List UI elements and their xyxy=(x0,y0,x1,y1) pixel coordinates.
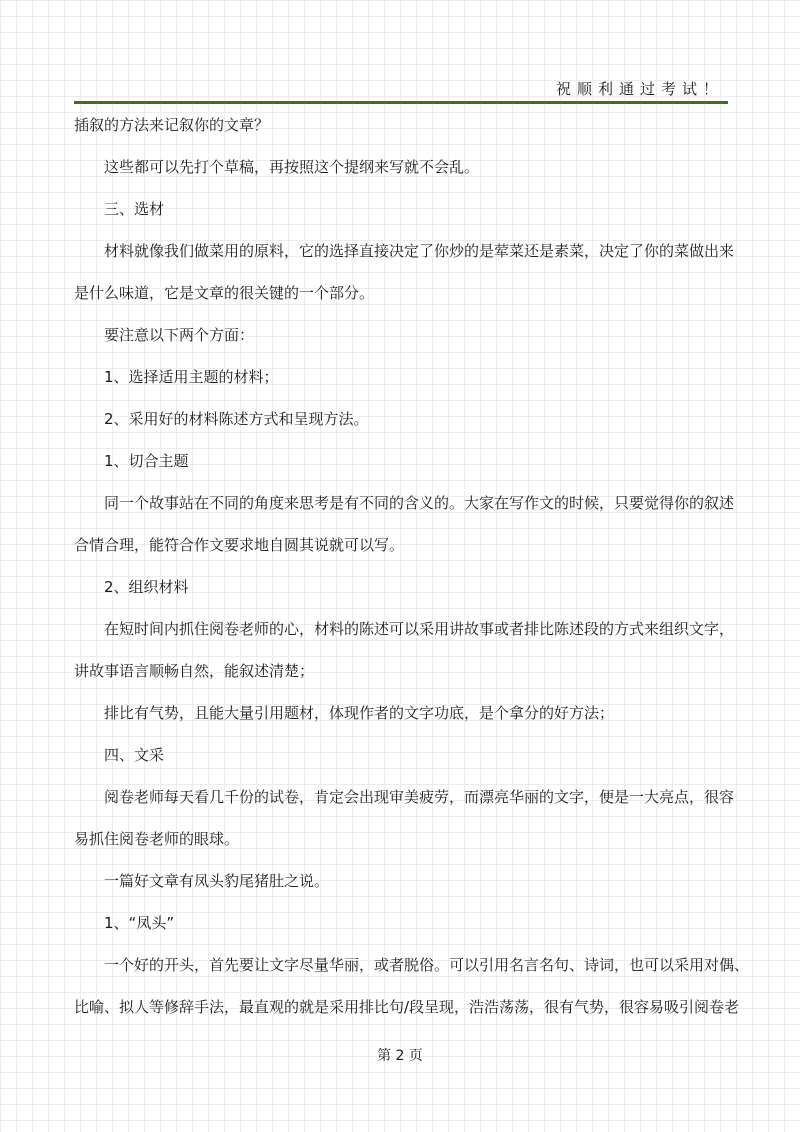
paragraph: 材料就像我们做菜用的原料，它的选择直接决定了你炒的是荤菜还是素菜，决定了你的菜做出来 xyxy=(104,242,735,260)
subsection-heading: 1、“凤头” xyxy=(104,914,175,932)
paragraph: 同一个故事站在不同的角度来思考是有不同的含义的。大家在写作文的时候，只要觉得你的叙述 xyxy=(104,494,735,512)
paragraph: 比喻、拟人等修辞手法，最直观的就是采用排比句/段呈现，浩浩荡荡，很有气势，很容易吸引阅卷老 xyxy=(74,998,740,1016)
list-item: 1、选择适用主题的材料； xyxy=(104,368,279,386)
paragraph: 要注意以下两个方面： xyxy=(104,326,255,344)
paragraph: 这些都可以先打个草稿，再按照这个提纲来写就不会乱。 xyxy=(104,158,480,176)
section-heading: 四、文采 xyxy=(104,746,165,764)
paragraph: 一个好的开头，首先要让文字尽量华丽，或者脱俗。可以引用名言名句、诗词，也可以采用对偶、 xyxy=(104,956,750,974)
paragraph: 在短时间内抓住阅卷老师的心，材料的陈述可以采用讲故事或者排比陈述段的方式来组织文字， xyxy=(104,620,735,638)
paragraph: 一篇好文章有凤头豹尾猪肚之说。 xyxy=(104,872,330,890)
page-header: 祝顺利通过考试！ xyxy=(555,80,724,98)
paragraph: 排比有气势，且能大量引用题材，体现作者的文字功底，是个拿分的好方法； xyxy=(104,704,615,722)
page-number: 第 2 页 xyxy=(377,1048,423,1064)
list-item: 2、采用好的材料陈述方式和呈现方法。 xyxy=(104,410,369,428)
document-body xyxy=(74,104,750,1028)
subsection-heading: 1、切合主题 xyxy=(104,452,189,470)
paragraph: 合情合理，能符合作文要求地自圆其说就可以写。 xyxy=(74,536,405,554)
subsection-heading: 2、组织材料 xyxy=(104,578,189,596)
paragraph: 讲故事语言顺畅自然，能叙述清楚； xyxy=(74,662,315,680)
paragraph: 易抓住阅卷老师的眼球。 xyxy=(74,830,240,848)
paragraph: 插叙的方法来记叙你的文章？ xyxy=(74,116,270,134)
paragraph: 阅卷老师每天看几千份的试卷，肯定会出现审美疲劳，而漂亮华丽的文字，便是一大亮点，很容 xyxy=(104,788,735,806)
section-heading: 三、选材 xyxy=(104,200,165,218)
paragraph: 是什么味道，它是文章的很关键的一个部分。 xyxy=(74,284,375,302)
